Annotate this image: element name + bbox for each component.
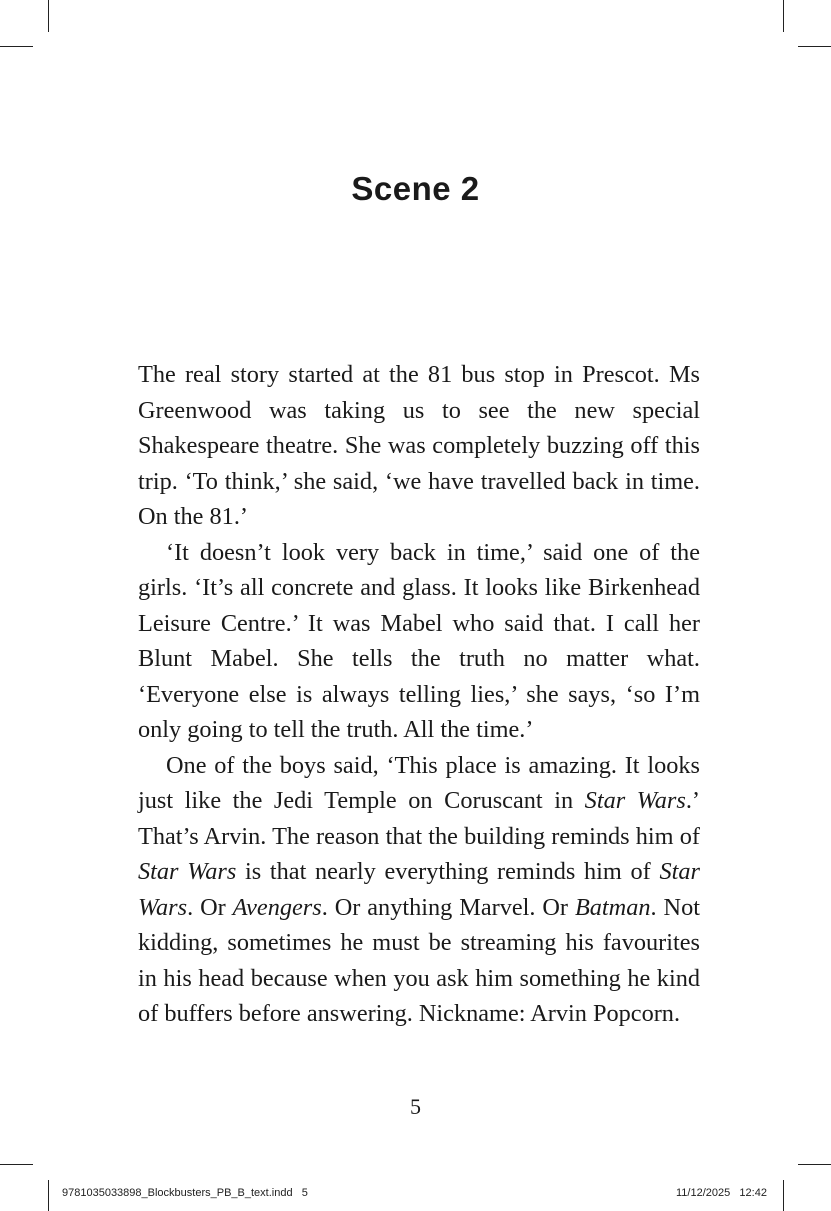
italic-title: Star Wars <box>584 787 686 814</box>
text-run: One of the boys said, ‘This place is amazing. It looks just like the Jedi Temple on Coruscant in <box>138 751 700 814</box>
italic-title: Batman <box>574 893 651 921</box>
crop-mark-top-right-horizontal <box>798 46 831 47</box>
text-run: . Not kidding, sometimes he must be streaming his favourites in his head because when you ask him something he kind of buffers before answering. Nickname: Arvin Popcorn. <box>138 893 700 1027</box>
crop-mark-top-left-horizontal <box>0 46 33 47</box>
slug-date: 11/12/2025 12:42 <box>676 1187 767 1199</box>
slug-filename: 9781035033898_Blockbusters_PB_B_text.indd 5 <box>62 1187 308 1199</box>
italic-title: Avengers <box>232 893 322 921</box>
crop-mark-top-left <box>48 0 49 32</box>
text-run: . Or anything Marvel. Or <box>321 893 575 921</box>
page-number: 5 <box>410 1094 421 1119</box>
text-run: ‘It doesn’t look very back in time,’ said one of the girls. ‘It’s all concrete and glass. It looks like Birkenhead Leisure Centre.’ It was Mabel who said that. I call her Blunt Mabel. She tells the truth no matter what. ‘Everyone else is always telling lies,’ she says, ‘so I’m only going to tell the truth. All the time.’ <box>138 538 700 743</box>
crop-mark-bottom-right <box>783 1180 784 1211</box>
text-run: . Or <box>187 893 233 921</box>
crop-mark-bottom-left <box>48 1180 49 1211</box>
scene-heading: Scene 2 <box>351 170 480 207</box>
text-run: is that nearly everything reminds him of <box>236 858 660 885</box>
body-text <box>138 357 700 1032</box>
text-run: .’ That’s Arvin. The reason that the building reminds him of <box>138 787 700 850</box>
text-run: The real story started at the 81 bus stop in Prescot. Ms Greenwood was taking us to see the new special Shakespeare theatre. She was completely buzzing off this trip. ‘To think,’ she said, ‘we have travelled back in time. On the 81.’ <box>138 361 700 530</box>
crop-mark-bottom-right-horizontal <box>798 1164 831 1165</box>
italic-title: Star Wars <box>138 858 700 921</box>
crop-mark-bottom-left-horizontal <box>0 1164 33 1165</box>
paragraph <box>138 357 700 535</box>
italic-title: Star Wars <box>138 858 237 885</box>
paragraph <box>138 748 700 1032</box>
paragraph <box>138 535 700 748</box>
crop-mark-top-right <box>783 0 784 32</box>
